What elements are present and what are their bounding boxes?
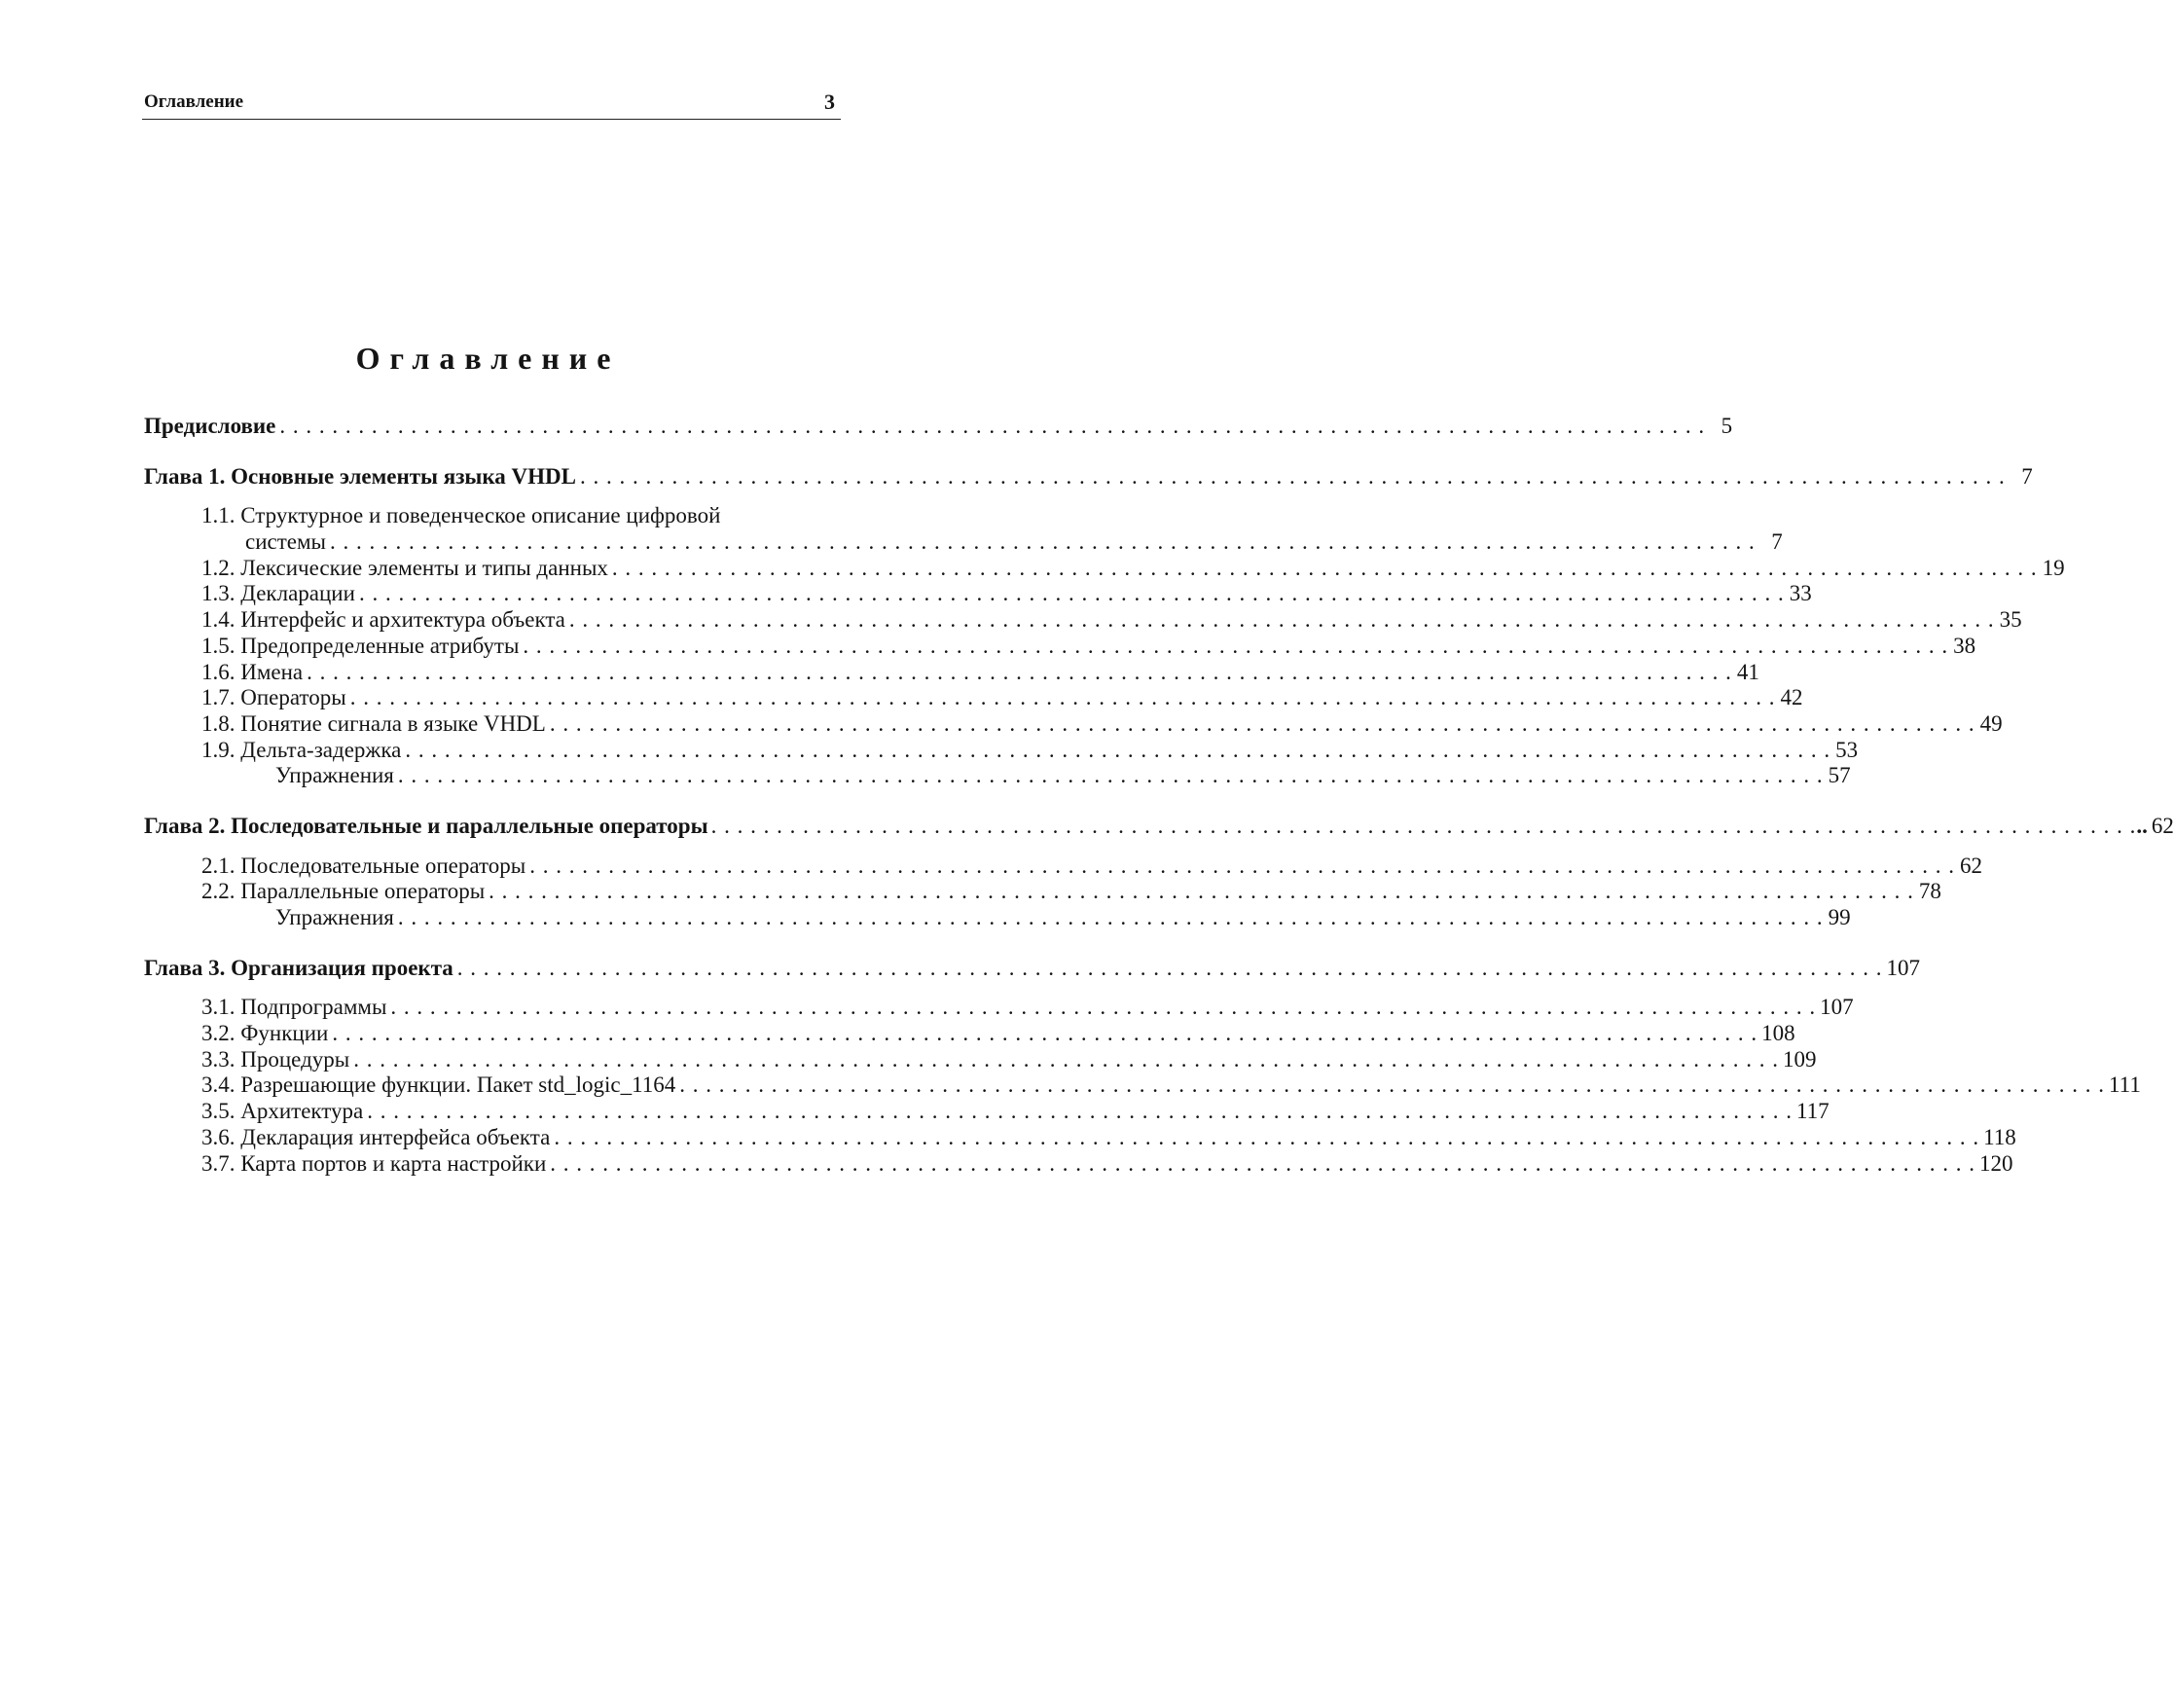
dot-leader <box>394 763 1828 789</box>
toc-entry-page: 118 <box>1983 1124 2016 1149</box>
toc-title: Оглавление <box>355 341 621 376</box>
toc-entry-label: 1.6. Имена <box>201 659 304 684</box>
toc-entry-section[interactable] <box>144 1099 1830 1125</box>
toc-entry-page: 62 <box>2151 813 2174 838</box>
toc-entry-page: 99 <box>1828 905 1851 929</box>
toc-entry-section[interactable] <box>144 737 1859 764</box>
toc-entry-page: 108 <box>1761 1021 1795 1046</box>
toc-entry-section[interactable] <box>144 1124 2016 1151</box>
dot-leader <box>355 581 1789 607</box>
running-header <box>142 90 841 120</box>
toc-entry-label: 3.6. Декларация интерфейса объекта <box>201 1124 551 1149</box>
toc-entry-label: Глава 1. Основные элементы языка VHDL <box>144 463 576 489</box>
dot-leader <box>346 685 1780 711</box>
toc-entry-section[interactable] <box>144 710 2003 738</box>
dot-leader: . . . .. <box>708 814 2151 840</box>
toc-entry-section[interactable] <box>144 555 2065 582</box>
dot-leader <box>546 1151 1979 1178</box>
toc-entry-page: 78 <box>1918 879 1941 904</box>
toc-entry-label: 1.8. Понятие сигнала в языке VHDL <box>201 710 546 736</box>
toc-entry-page: 49 <box>1979 710 2003 736</box>
toc-entry-label: 3.4. Разрешающие функции. Пакет std_logic_1164 <box>201 1072 676 1098</box>
toc-entry-page: 53 <box>1835 737 1859 762</box>
dot-leader <box>485 879 1918 905</box>
toc-entry-exercises[interactable] <box>144 905 1851 931</box>
dot-leader <box>550 1125 1983 1151</box>
toc-entry-page: 41 <box>1736 659 1759 684</box>
toc-entry-chapter-1[interactable] <box>144 463 2033 491</box>
toc-entry-label: Упражнения <box>275 905 394 929</box>
toc-entry-section[interactable] <box>144 607 2022 634</box>
dot-leader <box>328 1021 1761 1047</box>
toc-entry-section[interactable] <box>144 659 1759 686</box>
toc-entry-label: 1.1. Структурное и поведенческое описание цифровой <box>201 503 721 528</box>
toc-entry-page: 111 <box>2109 1072 2141 1098</box>
toc-entry-label: 1.3. Декларации <box>201 581 355 606</box>
toc-entry-section[interactable] <box>144 503 811 529</box>
toc-entry-label: системы <box>245 529 326 555</box>
dot-leader <box>394 905 1828 931</box>
toc-entry-exercises[interactable] <box>144 763 1851 789</box>
toc-entry-section[interactable] <box>144 1021 1795 1047</box>
toc-entry-label: 1.2. Лексические элементы и типы данных <box>201 555 608 580</box>
toc-entry-label: 3.7. Карта портов и карта настройки <box>201 1150 547 1176</box>
toc-entry-label: 2.1. Последовательные операторы <box>201 853 526 878</box>
dot-leader <box>363 1099 1796 1125</box>
toc-entry-section[interactable] <box>144 879 1941 905</box>
toc-entry-page: 33 <box>1789 581 1812 606</box>
toc-entry-label: 3.3. Процедуры <box>201 1046 350 1072</box>
toc-entry-page: 62 <box>1959 853 1982 878</box>
toc-entry-page: 5 <box>1721 414 1733 438</box>
dot-leader <box>525 854 1959 880</box>
toc-entry-section[interactable] <box>144 633 1976 660</box>
toc-entry-label: Предисловие <box>144 414 276 438</box>
toc-entry-page: 7 <box>1771 529 1783 555</box>
toc-entry-label: Глава 2. Последовательные и параллельные операторы <box>144 813 708 838</box>
dot-leader <box>303 660 1736 686</box>
toc-entry-page: 109 <box>1782 1046 1817 1072</box>
toc-entry-chapter-3[interactable] <box>144 955 1921 982</box>
toc-entry-label: 3.1. Подпрограммы <box>201 995 387 1020</box>
dot-leader <box>349 1047 1783 1073</box>
toc-entry-page: 120 <box>1979 1150 2013 1176</box>
dot-leader <box>565 607 1999 634</box>
dot-leader <box>386 995 1820 1021</box>
dot-leader <box>401 738 1834 764</box>
dot-leader <box>675 1072 2109 1099</box>
toc-entry-page: 117 <box>1796 1099 1830 1124</box>
page-number: 3 <box>824 90 835 114</box>
toc-entry-label: 1.5. Предопределенные атрибуты <box>201 633 520 658</box>
toc-entry-page: 107 <box>1820 995 1854 1020</box>
toc-entry-page: 42 <box>1780 685 1803 710</box>
toc-entry-page: 35 <box>1999 607 2022 633</box>
dot-leader <box>608 556 2042 582</box>
dot-leader <box>519 634 1952 660</box>
toc-entry-section[interactable] <box>144 1072 2141 1099</box>
toc-entry-page: 7 <box>2021 463 2033 489</box>
toc-entry-section[interactable] <box>144 1046 1817 1073</box>
toc-entry-section[interactable] <box>144 853 1982 880</box>
toc-entry-label: 2.2. Параллельные операторы <box>201 879 486 904</box>
toc-entry-label: Упражнения <box>275 763 394 788</box>
dot-leader <box>576 464 2010 491</box>
dot-leader <box>546 711 1979 738</box>
toc-entry-page: 38 <box>1953 633 1976 658</box>
toc-entry-section-continued[interactable] <box>144 529 1783 556</box>
toc-entry-preface[interactable] <box>144 414 1733 440</box>
toc-entry-label: 3.5. Архитектура <box>201 1099 364 1124</box>
toc-entry-section[interactable] <box>144 581 1812 607</box>
table-of-contents <box>144 414 2174 1177</box>
toc-entry-label: 1.9. Дельта-задержка <box>201 737 402 762</box>
toc-entry-label: 3.2. Функции <box>201 1021 329 1046</box>
toc-entry-section[interactable] <box>144 995 1854 1021</box>
toc-entry-label: Глава 3. Организация проекта <box>144 955 453 980</box>
toc-entry-chapter-2[interactable] <box>144 813 2174 840</box>
toc-entry-section[interactable] <box>144 685 1803 711</box>
toc-entry-page: 57 <box>1828 763 1851 788</box>
toc-entry-label: 1.4. Интерфейс и архитектура объекта <box>201 607 565 633</box>
dot-leader <box>326 529 1759 556</box>
toc-entry-section[interactable] <box>144 1150 2013 1178</box>
dot-leader <box>453 956 1887 982</box>
dot-leader <box>275 414 1709 440</box>
toc-entry-page: 107 <box>1886 955 1921 980</box>
running-title: Оглавление <box>144 91 244 112</box>
toc-entry-label: 1.7. Операторы <box>201 685 346 710</box>
toc-entry-page: 19 <box>2042 555 2065 580</box>
